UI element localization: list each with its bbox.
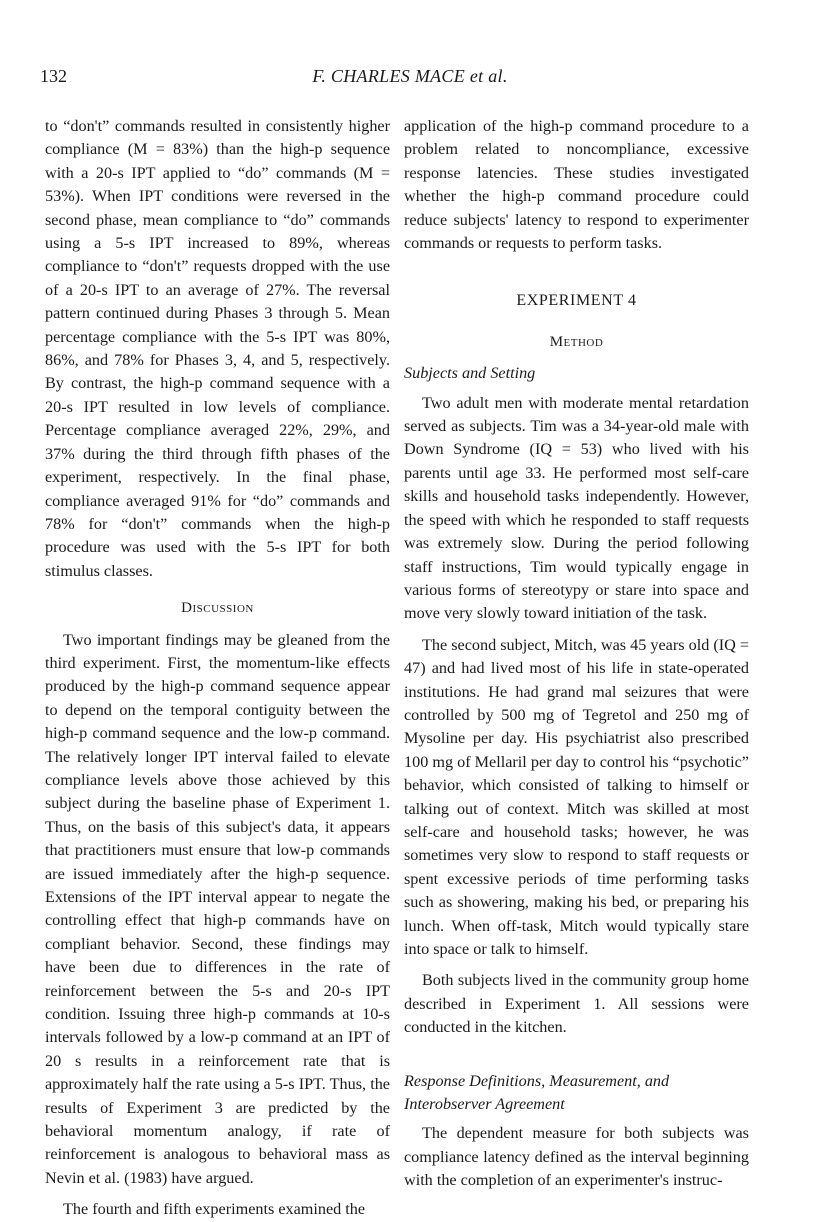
page-header [40,66,780,96]
right-column [404,115,749,1193]
results-paragraph: to “don't” commands resulted in consistently higher compliance (M = 83%) than the high-p sequence with a 20-s IPT applied to “do” commands (M = 53%). When IPT conditions were reversed in the second phase, mean compliance to “do” commands using a 5-s IPT increased to 89%, whereas compliance to “don't” requests dropped with the use of a 20-s IPT to an average of 27%. The reversal pattern continued during Phases 3 through 5. Mean percentage compliance with the 5-s IPT was 80%, 86%, and 78% for Phases 3, 4, and 5, respectively. By contrast, the high-p command sequence with a 20-s IPT resulted in low levels of compliance. Percentage compliance averaged 22%, 29%, and 37% during the third through fifth phases of the experiment, respectively. In the final phase, compliance averaged 91% for “do” commands and 78% for “don't” commands when the high-p procedure was used with the 5-s IPT for both stimulus classes. [45,117,390,580]
page-number: 132 [40,66,67,86]
discussion-heading: Discussion [181,600,254,617]
discussion-paragraph: Two important findings may be gleaned from the third experiment. First, the momentum-like effects produced by the high-p command sequence appear to depend on the temporal contiguity between the high-p command sequence and the low-p command. The relatively longer IPT interval failed to elevate compliance levels above those achieved by this subject during the baseline phase of Experiment 1. Thus, on the basis of this subject's data, it appears that practitioners must ensure that low-p commands are issued immediately after the high-p sequence. Extensions of the IPT interval appear to negate the controlling effect that high-p commands have on compliant behavior. Second, these findings may have been due to differences in the rate of reinforcement between the 5-s and 20-s IPT condition. Issuing three high-p commands at 10-s intervals followed by a low-p command at an IPT of 20 s results in a reinforcement rate that is approximately half the rate using a 5-s IPT. Thus, the results of Experiment 3 are predicted by the behavioral momentum analogy, if rate of reinforcement is analogous to behavioral mass as Nevin et al. (1983) have argued. [45,630,390,1187]
subject-mitch-paragraph: The second subject, Mitch, was 45 years old (IQ = 47) and had lived most of his life in state-operated institutions. He had grand mal seizures that were controlled by 500 mg of Tegretol and 250 mg of Mysoline per day. His psychiatrist also prescribed 100 mg of Mellaril per day to control his “psychotic” behavior, which consisted of talking to himself or talking out of context. Mitch was skilled at most self-care and household tasks; however, he was sometimes very slow to respond to staff requests or spent excessive periods of time performing tasks such as showering, making his bed, or preparing his lunch. When off-task, Mitch would typically stare into space or talk to himself. [404,635,749,958]
subject-tim-paragraph: Two adult men with moderate mental retardation served as subjects. Tim was a 34-year-old male with Down Syndrome (IQ = 53) who lived with his parents until age 33. He performed most self-care skills and household tasks independently. However, the speed with which he responded to staff requests was extremely slow. During the period following staff instructions, Tim would typically engage in various forms of stereotypy or stare into space and move very slowly toward initiation of the task. [404,393,749,623]
intro-paragraph: application of the high-p command procedure to a problem related to noncompliance, excessive response latencies. These studies investigated whether the high-p command procedure could reduce subjects' latency to respond to experimenter commands or requests to perform tasks. [404,117,749,253]
response-definitions-heading: Response Definitions, Measurement, and Interobserver Agreement [404,1071,670,1114]
transition-paragraph: The fourth and fifth experiments examined the [63,1200,366,1219]
setting-paragraph: Both subjects lived in the community group home described in Experiment 1. All sessions were conducted in the kitchen. [404,971,749,1037]
method-heading: Method [549,333,604,350]
measurement-paragraph: The dependent measure for both subjects was compliance latency defined as the interval beginning with the completion of an experimenter's instruc- [404,1124,749,1190]
subjects-heading: Subjects and Setting [404,364,536,383]
left-column [45,115,390,1222]
running-head: F. CHARLES MACE et al. [312,66,508,86]
experiment-heading: EXPERIMENT 4 [516,292,637,310]
